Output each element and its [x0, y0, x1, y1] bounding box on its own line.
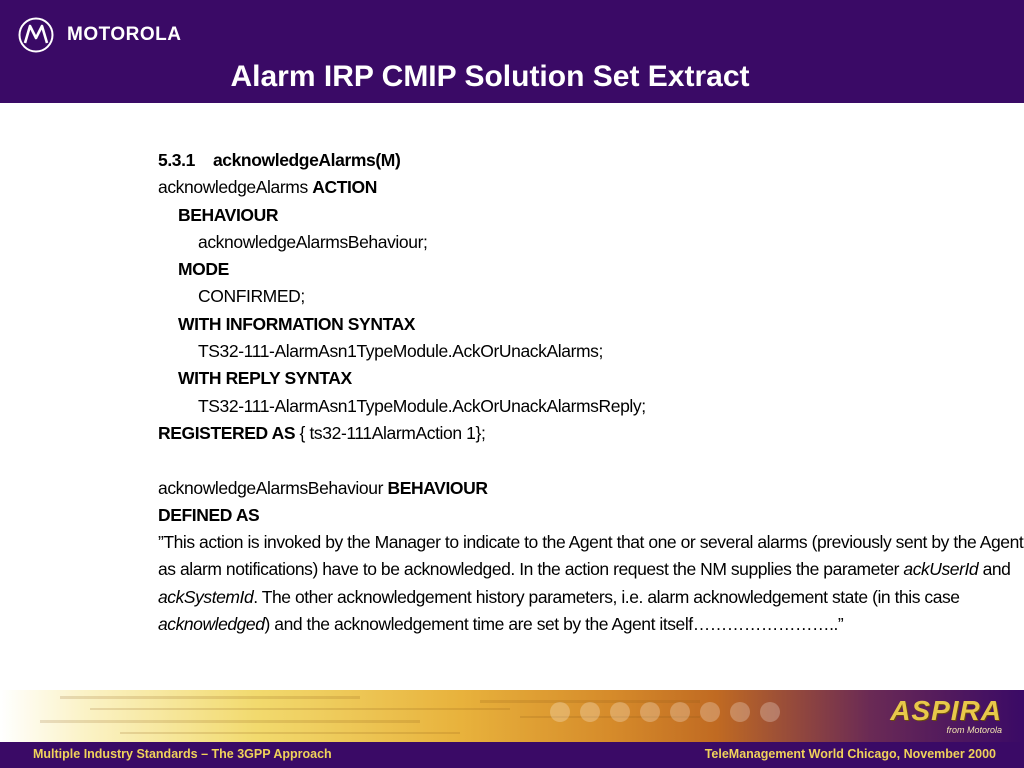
registered-as-line — [158, 420, 1024, 447]
with-reply-syntax-value: TS32-111-AlarmAsn1TypeModule.AckOrUnackAlarmsReply; — [198, 395, 646, 416]
footer-bar — [0, 742, 1024, 768]
motorola-logo-icon — [18, 17, 54, 53]
aspira-tagline: from Motorola — [946, 725, 1002, 735]
registered-as-keyword: REGISTERED AS — [158, 422, 296, 443]
banner-texture-icon — [0, 690, 1024, 742]
with-reply-syntax-keyword: WITH REPLY SYNTAX — [178, 368, 352, 389]
behaviour-reference: acknowledgeAlarmsBehaviour; — [198, 231, 428, 252]
aspira-wordmark: ASPIRA — [890, 695, 1002, 726]
page-title: Alarm IRP CMIP Solution Set Extract — [230, 60, 750, 93]
section-heading — [158, 147, 1024, 174]
main-content — [158, 147, 1024, 638]
with-information-syntax-keyword: WITH INFORMATION SYNTAX — [178, 313, 416, 334]
action-name: acknowledgeAlarms — [158, 177, 308, 198]
section-title: acknowledgeAlarms(M) — [212, 150, 401, 170]
action-keyword: ACTION — [312, 177, 377, 198]
action-declaration — [158, 174, 1024, 201]
registered-as-value: { ts32-111AlarmAction 1}; — [295, 422, 486, 443]
header-bar — [0, 0, 1024, 103]
acknowledged-term: acknowledged — [158, 614, 265, 635]
description-text-3: ) and the acknowledgement time are set by the Agent itself……………………..” — [264, 614, 844, 635]
section-number: 5.3.1 — [158, 150, 195, 170]
footer-left-text: Multiple Industry Standards – The 3GPP Approach — [33, 747, 332, 761]
behaviour-definition-name: acknowledgeAlarmsBehaviour — [158, 477, 384, 498]
brand-name: MOTOROLA — [67, 24, 182, 45]
footer-right-text: TeleManagement World Chicago, November 2000 — [704, 747, 996, 761]
description-text-1: ”This action is invoked by the Manager to indicate to the Agent that one or several alarms (previously sent by the Agent as alarm notifications) have to be acknowledged. In the action request the NM supplies the parameter — [158, 532, 1024, 580]
description-paragraph — [158, 529, 1024, 638]
spacer — [158, 447, 1024, 474]
description-text-2: . The other acknowledgement history parameters, i.e. alarm acknowledgement state (in this case — [253, 586, 960, 607]
behaviour-keyword: BEHAVIOUR — [178, 204, 279, 225]
decorative-banner — [0, 690, 1024, 742]
mode-keyword: MODE — [178, 259, 229, 280]
defined-as-keyword: DEFINED AS — [158, 504, 260, 525]
aspira-logo — [890, 697, 1002, 735]
mode-value: CONFIRMED; — [198, 286, 305, 307]
with-information-syntax-value: TS32-111-AlarmAsn1TypeModule.AckOrUnackAlarms; — [198, 341, 603, 362]
behaviour-definition — [158, 475, 1024, 502]
ack-system-id-term: ackSystemId — [158, 586, 254, 607]
ack-user-id-term: ackUserId — [903, 559, 979, 580]
description-and: and — [978, 559, 1011, 580]
behaviour-definition-keyword: BEHAVIOUR — [387, 477, 488, 498]
